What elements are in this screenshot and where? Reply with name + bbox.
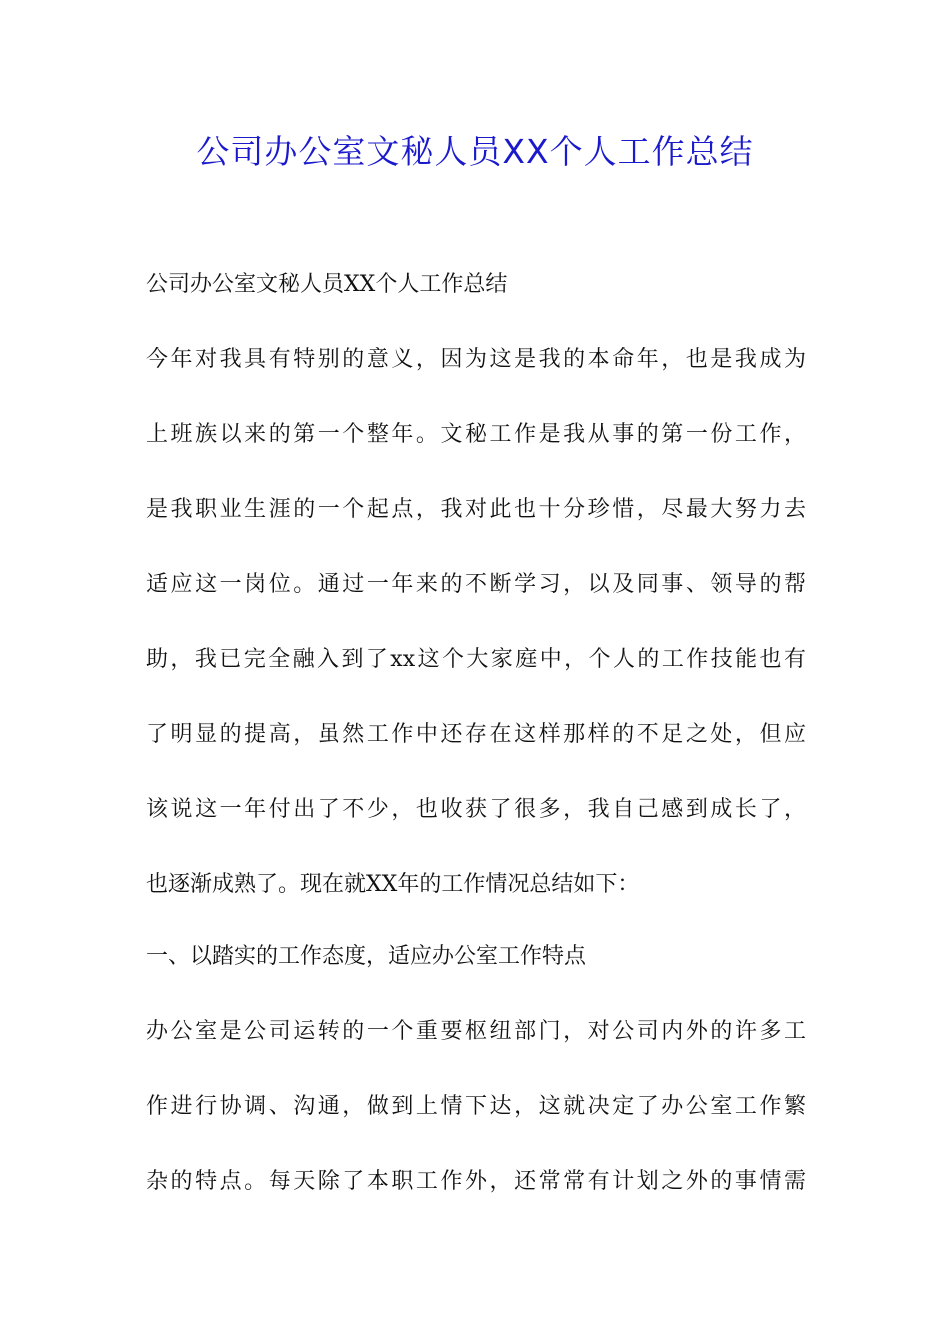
body-line: 助，我已完全融入到了xx这个大家庭中，个人的工作技能也有	[146, 647, 806, 672]
body-line: 办公室是公司运转的一个重要枢纽部门，对公司内外的许多工	[146, 1019, 806, 1044]
body-line: 今年对我具有特别的意义，因为这是我的本命年，也是我成为	[146, 347, 806, 372]
body-line: 该说这一年付出了不少，也收获了很多，我自己感到成长了，	[146, 797, 806, 822]
body-line: 了明显的提高，虽然工作中还存在这样那样的不足之处，但应	[146, 722, 806, 747]
body-line: 作进行协调、沟通，做到上情下达，这就决定了办公室工作繁	[146, 1094, 806, 1119]
body-line: 上班族以来的第一个整年。文秘工作是我从事的第一份工作，	[146, 422, 806, 447]
body-line: 杂的特点。每天除了本职工作外，还常常有计划之外的事情需	[146, 1169, 806, 1194]
section-heading: 一、以踏实的工作态度，适应办公室工作特点	[146, 944, 587, 969]
body-line: 适应这一岗位。通过一年来的不断学习，以及同事、领导的帮	[146, 572, 806, 597]
subtitle-line: 公司办公室文秘人员XX个人工作总结	[146, 272, 508, 297]
body-line: 也逐渐成熟了。现在就XX年的工作情况总结如下：	[146, 872, 640, 897]
body-line: 是我职业生涯的一个起点，我对此也十分珍惜，尽最大努力去	[146, 497, 806, 522]
document-title: 公司办公室文秘人员XX个人工作总结	[196, 132, 754, 171]
